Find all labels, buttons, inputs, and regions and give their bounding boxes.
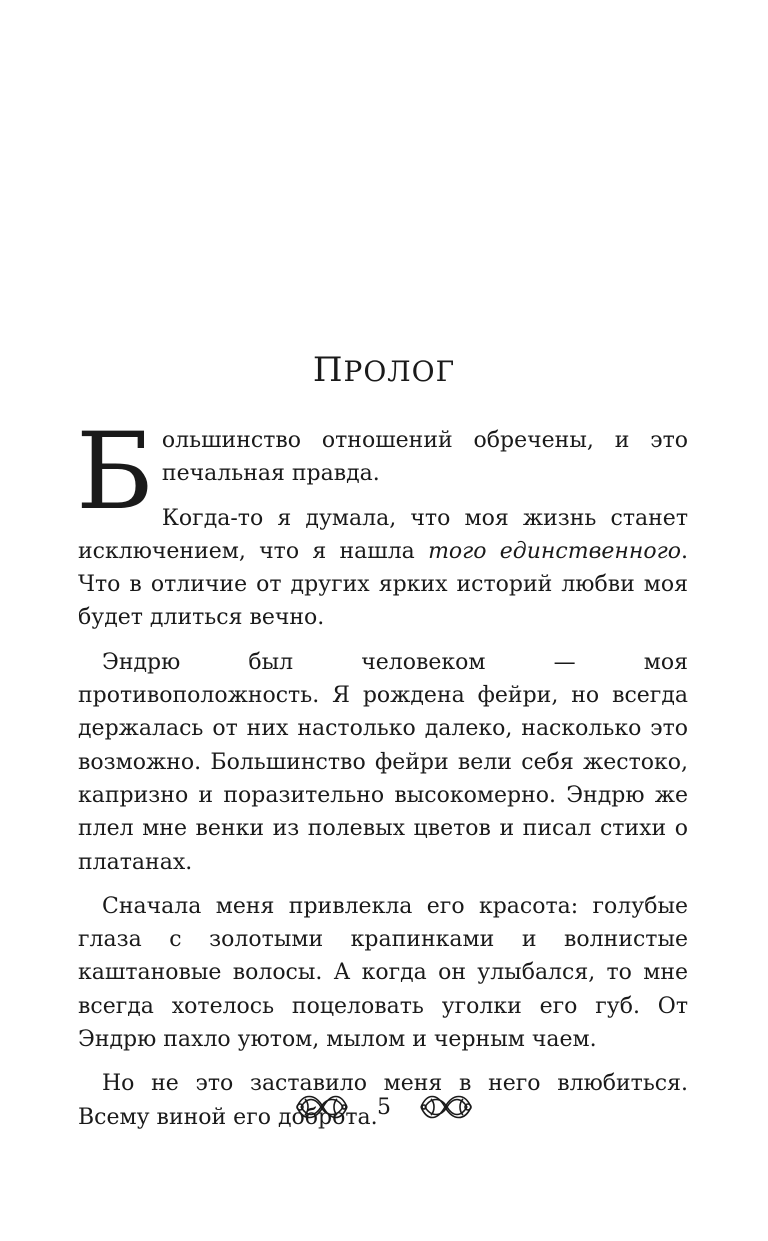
paragraph-2-emphasis: того единственного [428,538,682,564]
paragraph-3: Эндрю был человеком — моя противоположность. Я рождена фейри, но всегда держалась от них настолько далеко, насколько это возможно. Большинство фейри вели себя жестоко, капризно и поразительно высокомерно. Эндрю же плел мне венки из полевых цветов и писал стихи о платанах. [78,649,688,875]
page-footer [0,1085,768,1129]
paragraph-2-text-b: . Что в отличие от других ярких историй любви моя будет длиться вечно. [78,538,689,631]
paragraph-4: Сначала меня привлекла его красота: голубые глаза с золотыми крапинками и волнистые каштановые волосы. А когда он улыбался, то мне всегда хотелось поцеловать уголки его губ. От Эндрю пахло уютом, мылом и черным чаем. [78,893,688,1053]
flourish-icon [293,1087,349,1127]
drop-cap: Б [76,410,154,533]
page-number: 5 [377,1094,391,1120]
paragraph-1 [76,410,688,533]
chapter-title-rest: РОЛОГ [343,355,456,388]
paragraph-1-text: ольшинство отношений обречены, и это печальная правда. [161,428,688,487]
flourish-icon [419,1087,475,1127]
paragraph-2 [78,502,688,635]
paragraph-5: Но не это заставило меня в него влюбиться. Всему виной его доброта. [78,1071,688,1130]
chapter-title [0,348,768,394]
chapter-title-initial: П [312,350,344,390]
chapter-body [76,410,689,1134]
paragraph-2-text-a: Когда-то я думала, что моя жизнь станет исключением, что я нашла [78,505,688,564]
